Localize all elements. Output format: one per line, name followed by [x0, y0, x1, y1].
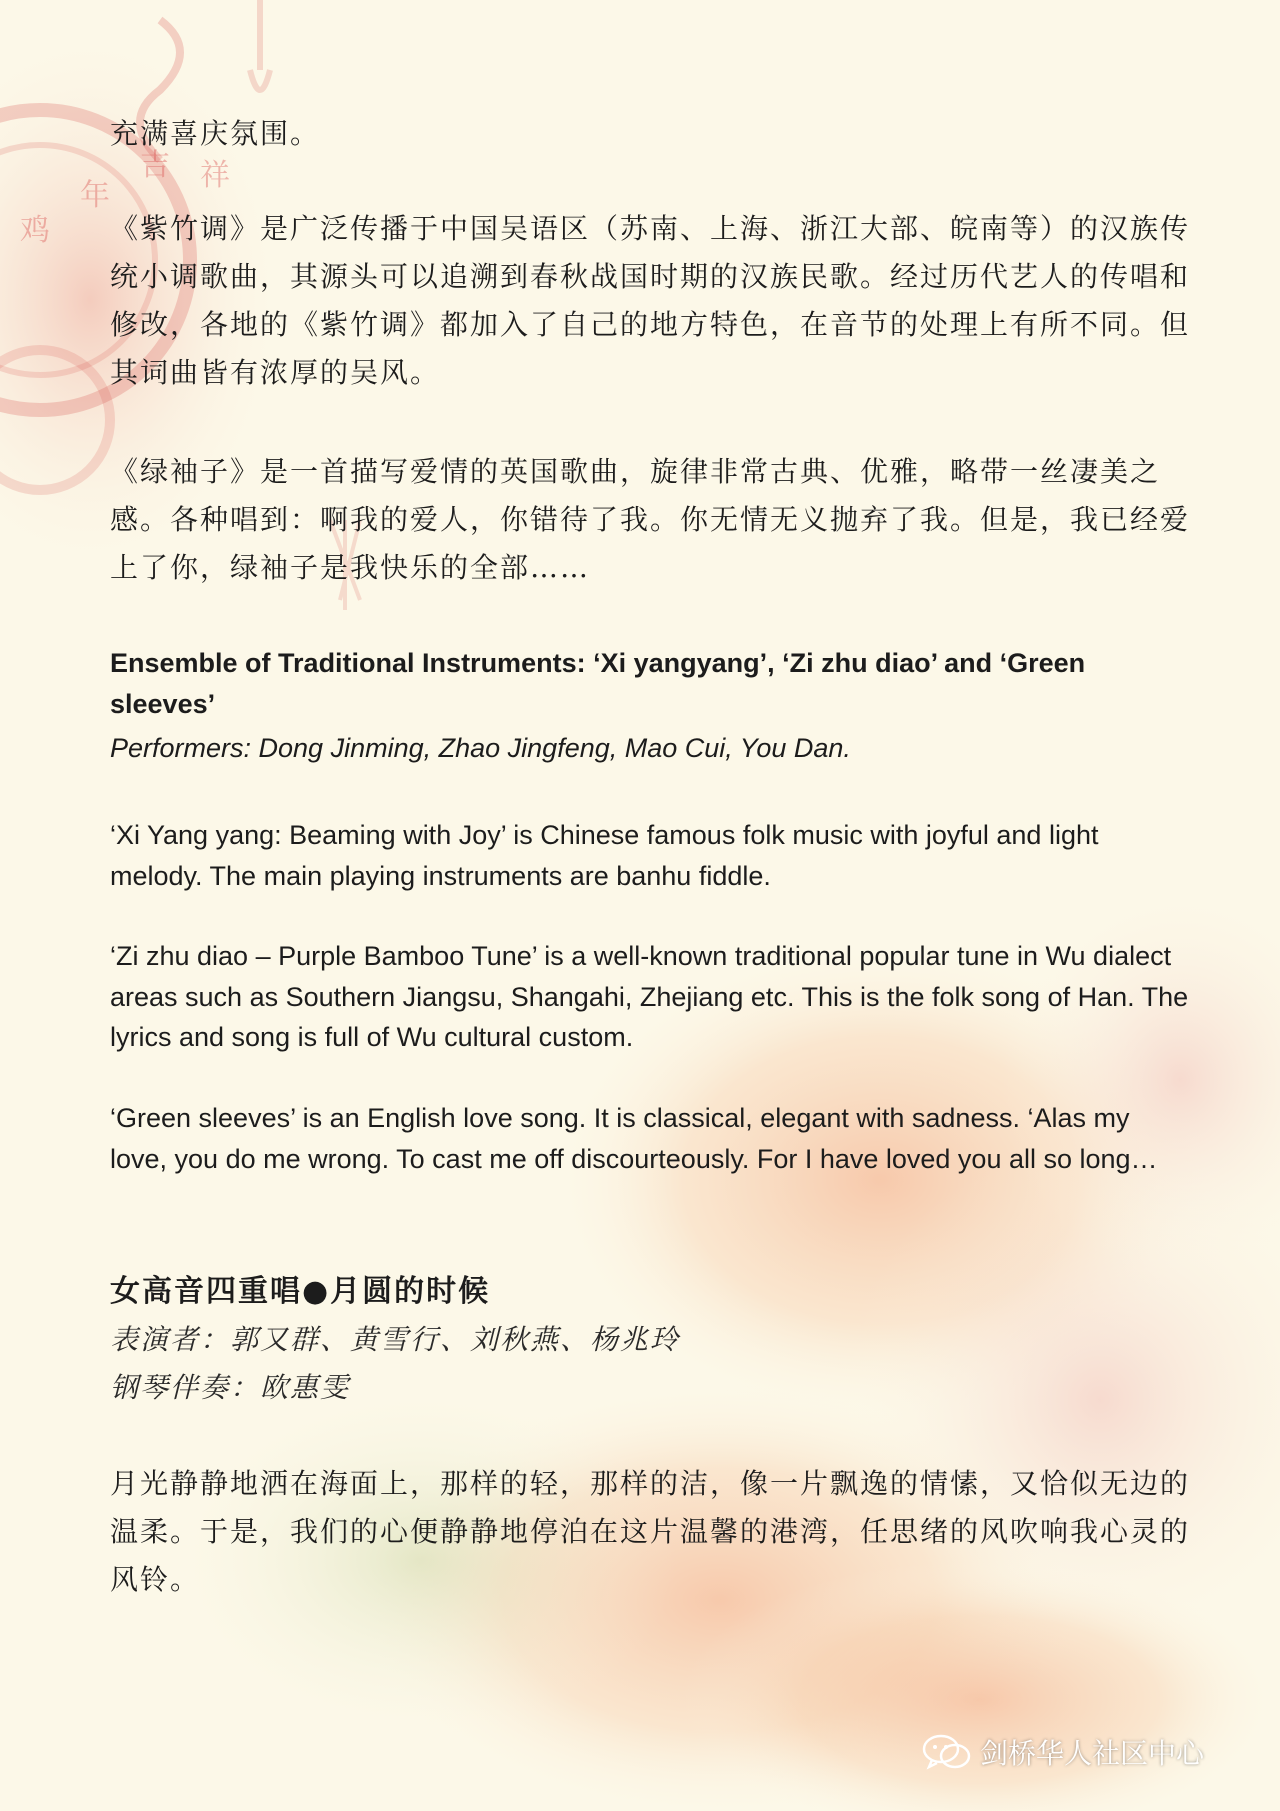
- ensemble-title: Ensemble of Traditional Instruments: ‘Xi yangyang’, ‘Zi zhu diao’ and ‘Green sleeves’: [110, 648, 1086, 719]
- ensemble-performers: Performers: Dong Jinming, Zhao Jingfeng, Mao Cui, You Dan.: [110, 733, 851, 763]
- papercut-char-ji: 吉: [140, 148, 170, 183]
- paragraph-zizhudiao: 《紫竹调》是广泛传播于中国吴语区（苏南、上海、浙江大部、皖南等）的汉族传统小调歌曲，其源头可以追溯到春秋战国时期的汉族民歌。经过历代艺人的传唱和修改，各地的《紫竹调》都加入了自己的地方特色，在音节的处理上有所不同。但其词曲皆有浓厚的吴风。: [110, 212, 1191, 389]
- quartet-title: 女高音四重唱●月圆的时候: [110, 1274, 491, 1309]
- paragraph-intro-end: 充满喜庆氛围。: [110, 117, 321, 150]
- paragraph-lvxiuzi: 《绿袖子》是一首描写爱情的英国歌曲，旋律非常古典、优雅，略带一丝凄美之感。各种唱到：啊我的爱人，你错待了我。你无情无义抛弃了我。但是，我已经爱上了你，绿袖子是我快乐的全部……: [110, 455, 1191, 584]
- quartet-desc: 月光静静地洒在海面上，那样的轻，那样的洁，像一片飘逸的情愫，又恰似无边的温柔。于是，我们的心便静静地停泊在这片温馨的港湾，任思绪的风吹响我心灵的风铃。: [110, 1467, 1191, 1596]
- ensemble-desc-xiyangyang: ‘Xi Yang yang: Beaming with Joy’ is Chinese famous folk music with joyful and light melody. The main playing instruments are banhu fiddle.: [110, 820, 1099, 891]
- watermark-text: 剑桥华人社区中心: [980, 1737, 1205, 1770]
- papercut-char-ji-rooster: 鸡: [20, 213, 50, 248]
- papercut-char-xiang: 祥: [200, 158, 230, 193]
- ensemble-desc-zizhudiao: ‘Zi zhu diao – Purple Bamboo Tune’ is a well-known traditional popular tune in Wu dialect areas such as Southern Jiangsu, Shangahi, Zhejiang etc. This is the folk song of Han. The lyrics and song is full of Wu cultural custom.: [110, 941, 1189, 1052]
- ensemble-desc-greensleeves: ‘Green sleeves’ is an English love song. It is classical, elegant with sadness. ‘Alas my love, you do me wrong. To cast me off discourteously. For I have loved you all so long…: [110, 1103, 1158, 1174]
- source-watermark: [922, 1732, 1204, 1772]
- quartet-performers: 表演者：郭又群、黄雪行、刘秋燕、杨兆玲: [110, 1323, 681, 1356]
- wechat-icon: [922, 1733, 972, 1771]
- papercut-char-nian: 年: [80, 178, 110, 213]
- quartet-accompanist: 钢琴伴奏：欧惠雯: [110, 1371, 351, 1404]
